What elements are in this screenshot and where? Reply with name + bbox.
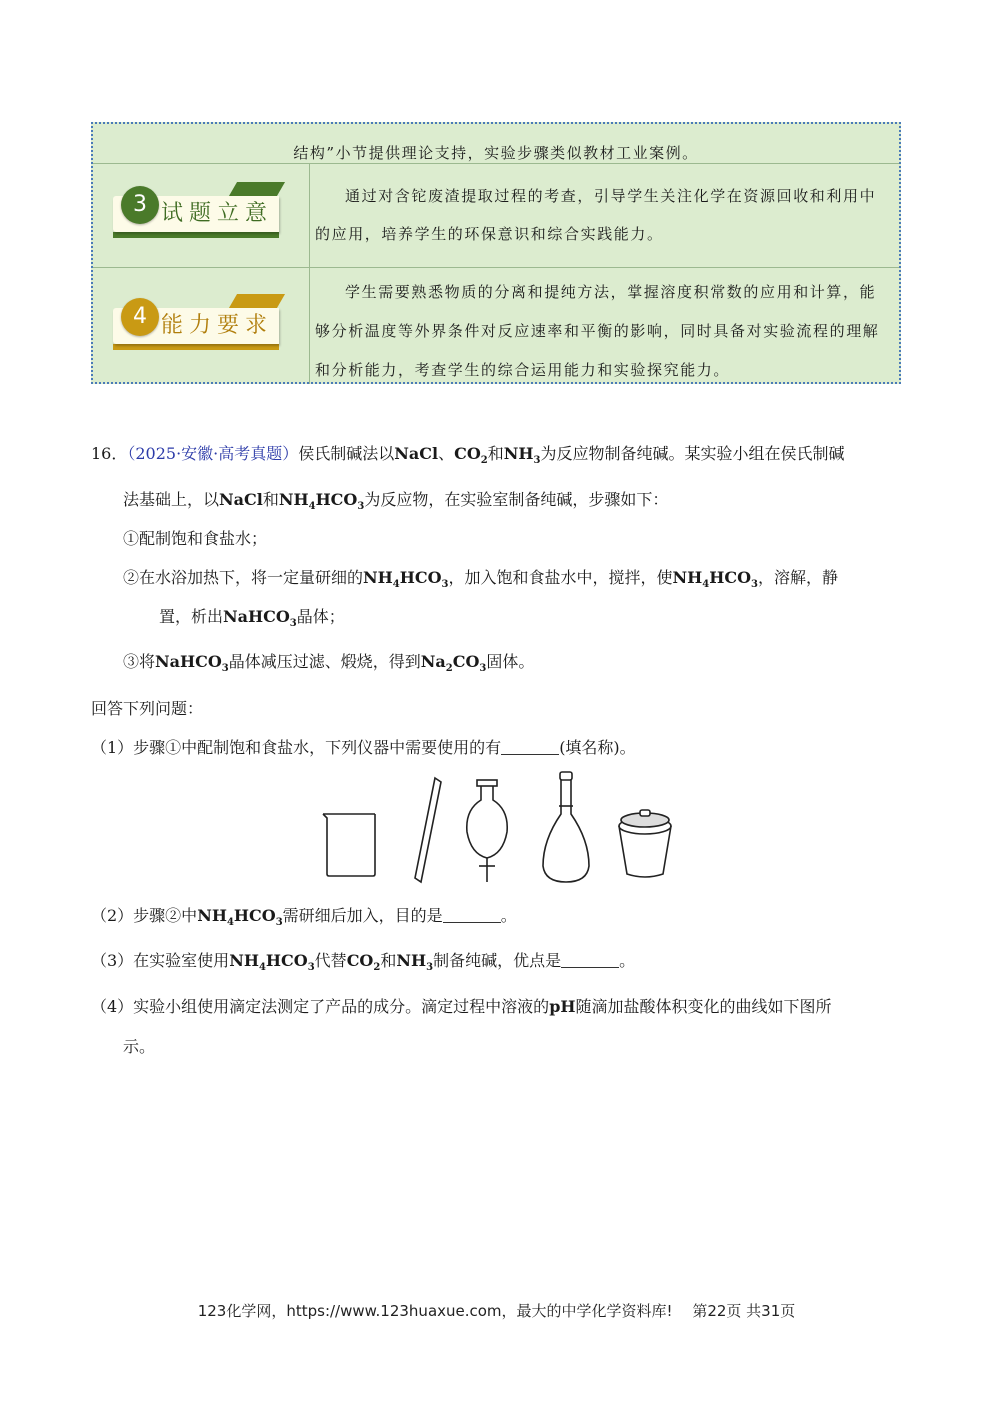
- formula-part: CO: [454, 444, 481, 463]
- badge-number: 4: [121, 298, 159, 336]
- text: ，加入饱和食盐水中，搅拌，使: [448, 568, 673, 587]
- formula-nacl: NaCl: [219, 490, 263, 509]
- answer-intro: 回答下列问题：: [91, 699, 204, 718]
- formula-part: Na: [420, 652, 446, 671]
- volumetric-flask-icon: [543, 772, 589, 882]
- sub-question-2: [91, 903, 517, 928]
- crucible-icon: [619, 810, 671, 877]
- formula-part: HCO: [315, 490, 358, 509]
- formula-nacl: NaCl: [394, 444, 439, 463]
- formula-co2: [346, 951, 381, 973]
- formula-part: NH: [278, 490, 309, 509]
- sub-question-4-line-2: 示。: [123, 1037, 156, 1056]
- formula-na2co3: [420, 652, 487, 674]
- text: 为反应物制备纯碱。某实验小组在侯氏制碱: [540, 444, 845, 463]
- badge-label: 能力要求: [113, 308, 279, 344]
- intent-text: 通过对含铊废渣提取过程的考查，引导学生关注化学在资源回收和利用中的应用，培养学生的环保意识和综合实践能力。: [315, 187, 877, 243]
- question-line-2: [123, 487, 668, 512]
- formula-part: NH: [396, 951, 427, 970]
- step-2-line-1: [123, 565, 838, 590]
- formula-part: HCO: [265, 951, 308, 970]
- subscript: 4: [308, 501, 316, 512]
- text: ，溶解，静: [758, 568, 839, 587]
- formula-co2: [454, 444, 488, 466]
- text: 置，析出: [159, 607, 224, 626]
- subscript: 4: [258, 962, 266, 973]
- page-footer: 123化学网，https://www.123huaxue.com，最大的中学化学资料库! 第22页 共31页: [197, 1302, 796, 1320]
- text: ②在水浴加热下，将一定量研细的: [123, 568, 364, 587]
- subscript: 2: [373, 962, 381, 973]
- formula-part: NH: [229, 951, 259, 970]
- text: 制备纯碱，优点是: [433, 951, 562, 970]
- text: （2）步骤②中: [91, 906, 198, 925]
- formula-part: NH: [503, 444, 534, 463]
- subscript: 3: [426, 962, 434, 973]
- question-number: 16．: [91, 444, 128, 463]
- text: 需研细后加入，目的是: [282, 906, 443, 925]
- text: 侯氏制碱法以: [298, 444, 395, 463]
- answer-blank[interactable]: [501, 740, 559, 755]
- beaker-icon: [323, 814, 375, 876]
- formula-part: NaHCO: [155, 652, 222, 671]
- text: 随滴加盐酸体积变化的曲线如下图所: [575, 997, 832, 1016]
- analysis-table: [91, 122, 901, 384]
- subscript: 3: [275, 917, 283, 928]
- subscript: 3: [751, 579, 758, 590]
- table-row-structure: [93, 124, 899, 164]
- subscript: 3: [479, 663, 487, 674]
- answer-blank[interactable]: [443, 908, 501, 923]
- row-text: 结构”小节提供理论支持，实验步骤类似教材工业案例。: [293, 144, 699, 162]
- subscript: 2: [445, 663, 453, 674]
- subscript: 4: [226, 917, 234, 928]
- table-row-intent: [93, 164, 899, 268]
- text: 和: [487, 444, 504, 463]
- text: ③将: [123, 652, 156, 671]
- ability-badge: [113, 294, 283, 364]
- separatory-funnel-icon: [467, 780, 507, 882]
- formula-part: HCO: [399, 568, 442, 587]
- intent-badge: [113, 182, 283, 252]
- sub-question-4-line-1: [91, 994, 832, 1017]
- answer-blank[interactable]: [561, 953, 619, 968]
- formula-nh4hco3: [229, 951, 315, 973]
- sub-question-1: [91, 735, 636, 758]
- formula-part: NH: [197, 906, 227, 925]
- subscript: 3: [289, 618, 297, 629]
- formula-ph: pH: [549, 997, 576, 1016]
- text: 。: [619, 951, 636, 970]
- text: 。: [500, 906, 517, 925]
- formula-part: CO: [452, 652, 480, 671]
- badge-tab: [229, 182, 285, 196]
- badge-number: 3: [121, 186, 159, 224]
- text: 晶体减压过滤、煅烧，得到: [228, 652, 421, 671]
- text: （3）在实验室使用: [91, 951, 230, 970]
- question-source: （2025·安徽·高考真题）: [127, 444, 299, 463]
- formula-nahco3: [223, 607, 297, 629]
- formula-nh4hco3: [197, 906, 283, 928]
- badge-label: 试题立意: [113, 196, 279, 232]
- formula-nh3: [503, 444, 541, 466]
- apparatus-figure: [315, 770, 685, 885]
- table-row-ability: [93, 268, 899, 384]
- subscript: 3: [441, 579, 449, 590]
- text: 和: [262, 490, 279, 509]
- formula-nh3: [396, 951, 434, 973]
- subscript: 3: [357, 501, 365, 512]
- text: 为反应物，在实验室制备纯碱，步骤如下：: [364, 490, 669, 509]
- badge-tab: [229, 294, 285, 308]
- sub-question-3: [91, 948, 635, 973]
- text: 和: [380, 951, 397, 970]
- subscript: 4: [702, 579, 710, 590]
- step-2-line-2: [159, 604, 345, 629]
- text: （4）实验小组使用滴定法测定了产品的成分。滴定过程中溶液的: [91, 997, 550, 1016]
- text: （1）步骤①中配制饱和食盐水，下列仪器中需要使用的有: [91, 738, 502, 757]
- subscript: 2: [480, 455, 488, 466]
- formula-nahco3: [155, 652, 229, 674]
- formula-nh4hco3: [672, 568, 758, 590]
- glass-rod-icon: [415, 778, 441, 882]
- text: 固体。: [486, 652, 535, 671]
- subscript: 4: [392, 579, 400, 590]
- formula-part: NH: [363, 568, 393, 587]
- step-3: [123, 649, 534, 674]
- text: (填名称)。: [559, 738, 636, 757]
- subscript: 3: [307, 962, 315, 973]
- question-line-1: [91, 441, 845, 466]
- badge-stripe: [113, 344, 279, 350]
- formula-nh4hco3: [278, 490, 365, 512]
- formula-nh4hco3: [363, 568, 449, 590]
- text: 代替: [314, 951, 347, 970]
- ability-text: 学生需要熟悉物质的分离和提纯方法，掌握溶度积常数的应用和计算，能够分析温度等外界条件对反应速率和平衡的影响，同时具备对实验流程的理解和分析能力，考查学生的综合运用能力和实验探究能力。: [315, 283, 880, 379]
- text: 法基础上，以: [123, 490, 220, 509]
- formula-part: HCO: [233, 906, 276, 925]
- step-1: ①配制饱和食盐水；: [123, 529, 268, 548]
- subscript: 3: [221, 663, 229, 674]
- formula-part: NaHCO: [223, 607, 290, 626]
- subscript: 3: [533, 455, 541, 466]
- badge-stripe: [113, 232, 279, 238]
- text: 晶体；: [296, 607, 345, 626]
- formula-part: CO: [346, 951, 374, 970]
- text: 、: [438, 444, 455, 463]
- formula-part: HCO: [709, 568, 752, 587]
- formula-part: NH: [672, 568, 703, 587]
